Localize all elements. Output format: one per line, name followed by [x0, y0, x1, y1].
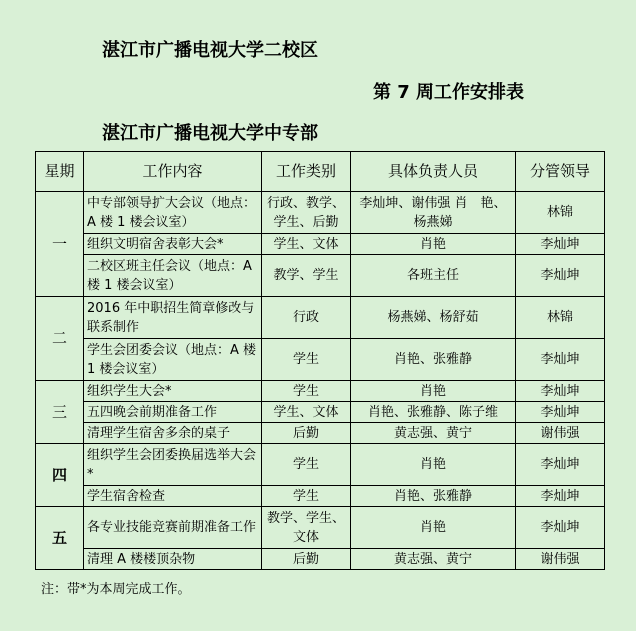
table-row [36, 486, 605, 507]
table-row [36, 297, 605, 339]
leader-cell: 李灿坤 [516, 486, 605, 507]
school-title: 湛江市广播电视大学二校区 [102, 40, 318, 61]
table-row [36, 255, 605, 297]
task-category-cell: 学生 [262, 339, 351, 381]
responsible-people-cell: 各班主任 [351, 255, 516, 297]
task-category-cell: 学生、文体 [262, 402, 351, 423]
leader-cell: 李灿坤 [516, 381, 605, 402]
task-category-cell: 教学、学生、文体 [262, 507, 351, 549]
leader-cell: 李灿坤 [516, 339, 605, 381]
column-header-people: 具体负责人员 [351, 152, 516, 192]
table-row [36, 444, 605, 486]
responsible-people-cell: 李灿坤、谢伟强 肖 艳、杨燕娣 [351, 192, 516, 234]
table-row [36, 549, 605, 570]
task-category-cell: 教学、学生 [262, 255, 351, 297]
leader-cell: 李灿坤 [516, 507, 605, 549]
leader-cell: 林锦 [516, 192, 605, 234]
table-row [36, 339, 605, 381]
task-category-cell: 学生 [262, 486, 351, 507]
responsible-people-cell: 肖艳、张雅静、陈子维 [351, 402, 516, 423]
task-category-cell: 学生、文体 [262, 234, 351, 255]
task-category-cell: 学生 [262, 444, 351, 486]
day-cell: 四 [36, 444, 84, 507]
department-title: 湛江市广播电视大学中专部 [102, 123, 318, 144]
table-row [36, 381, 605, 402]
table-row [36, 234, 605, 255]
column-header-leader: 分管领导 [516, 152, 605, 192]
task-category-cell: 后勤 [262, 423, 351, 444]
table-row [36, 402, 605, 423]
day-cell: 三 [36, 381, 84, 444]
day-cell: 五 [36, 507, 84, 570]
footnote: 注：带*为本周完成工作。 [41, 582, 191, 597]
task-content-cell: 2016 年中职招生简章修改与联系制作 [84, 297, 262, 339]
task-category-cell: 行政、教学、学生、后勤 [262, 192, 351, 234]
table-row [36, 507, 605, 549]
day-cell: 二 [36, 297, 84, 381]
responsible-people-cell: 肖艳、张雅静 [351, 339, 516, 381]
responsible-people-cell: 肖艳 [351, 234, 516, 255]
task-content-cell: 清理学生宿舍多余的桌子 [84, 423, 262, 444]
task-content-cell: 五四晚会前期准备工作 [84, 402, 262, 423]
leader-cell: 林锦 [516, 297, 605, 339]
task-content-cell: 组织文明宿舍表彰大会* [84, 234, 262, 255]
task-content-cell: 组织学生大会* [84, 381, 262, 402]
table-row [36, 423, 605, 444]
day-cell: 一 [36, 192, 84, 297]
task-category-cell: 学生 [262, 381, 351, 402]
task-category-cell: 行政 [262, 297, 351, 339]
task-content-cell: 各专业技能竞赛前期准备工作 [84, 507, 262, 549]
task-content-cell: 学生会团委会议（地点：A 楼 1 楼会议室） [84, 339, 262, 381]
task-content-cell: 二校区班主任会议（地点：A 楼 1 楼会议室） [84, 255, 262, 297]
task-category-cell: 后勤 [262, 549, 351, 570]
schedule-title: 第 7 周工作安排表 [373, 82, 525, 103]
responsible-people-cell: 黄志强、黄宁 [351, 423, 516, 444]
leader-cell: 李灿坤 [516, 234, 605, 255]
task-content-cell: 学生宿舍检查 [84, 486, 262, 507]
responsible-people-cell: 杨燕娣、杨舒茹 [351, 297, 516, 339]
column-header-content: 工作内容 [84, 152, 262, 192]
table-header-row [36, 152, 605, 192]
responsible-people-cell: 黄志强、黄宁 [351, 549, 516, 570]
schedule-table [35, 151, 605, 570]
leader-cell: 李灿坤 [516, 402, 605, 423]
table-row [36, 192, 605, 234]
column-header-category: 工作类别 [262, 152, 351, 192]
task-content-cell: 中专部领导扩大会议（地点：A 楼 1 楼会议室） [84, 192, 262, 234]
leader-cell: 李灿坤 [516, 255, 605, 297]
leader-cell: 谢伟强 [516, 423, 605, 444]
responsible-people-cell: 肖艳 [351, 444, 516, 486]
leader-cell: 谢伟强 [516, 549, 605, 570]
responsible-people-cell: 肖艳、张雅静 [351, 486, 516, 507]
task-content-cell: 组织学生会团委换届选举大会* [84, 444, 262, 486]
leader-cell: 李灿坤 [516, 444, 605, 486]
responsible-people-cell: 肖艳 [351, 507, 516, 549]
column-header-day: 星期 [36, 152, 84, 192]
responsible-people-cell: 肖艳 [351, 381, 516, 402]
task-content-cell: 清理 A 楼楼顶杂物 [84, 549, 262, 570]
table-body [36, 192, 605, 570]
